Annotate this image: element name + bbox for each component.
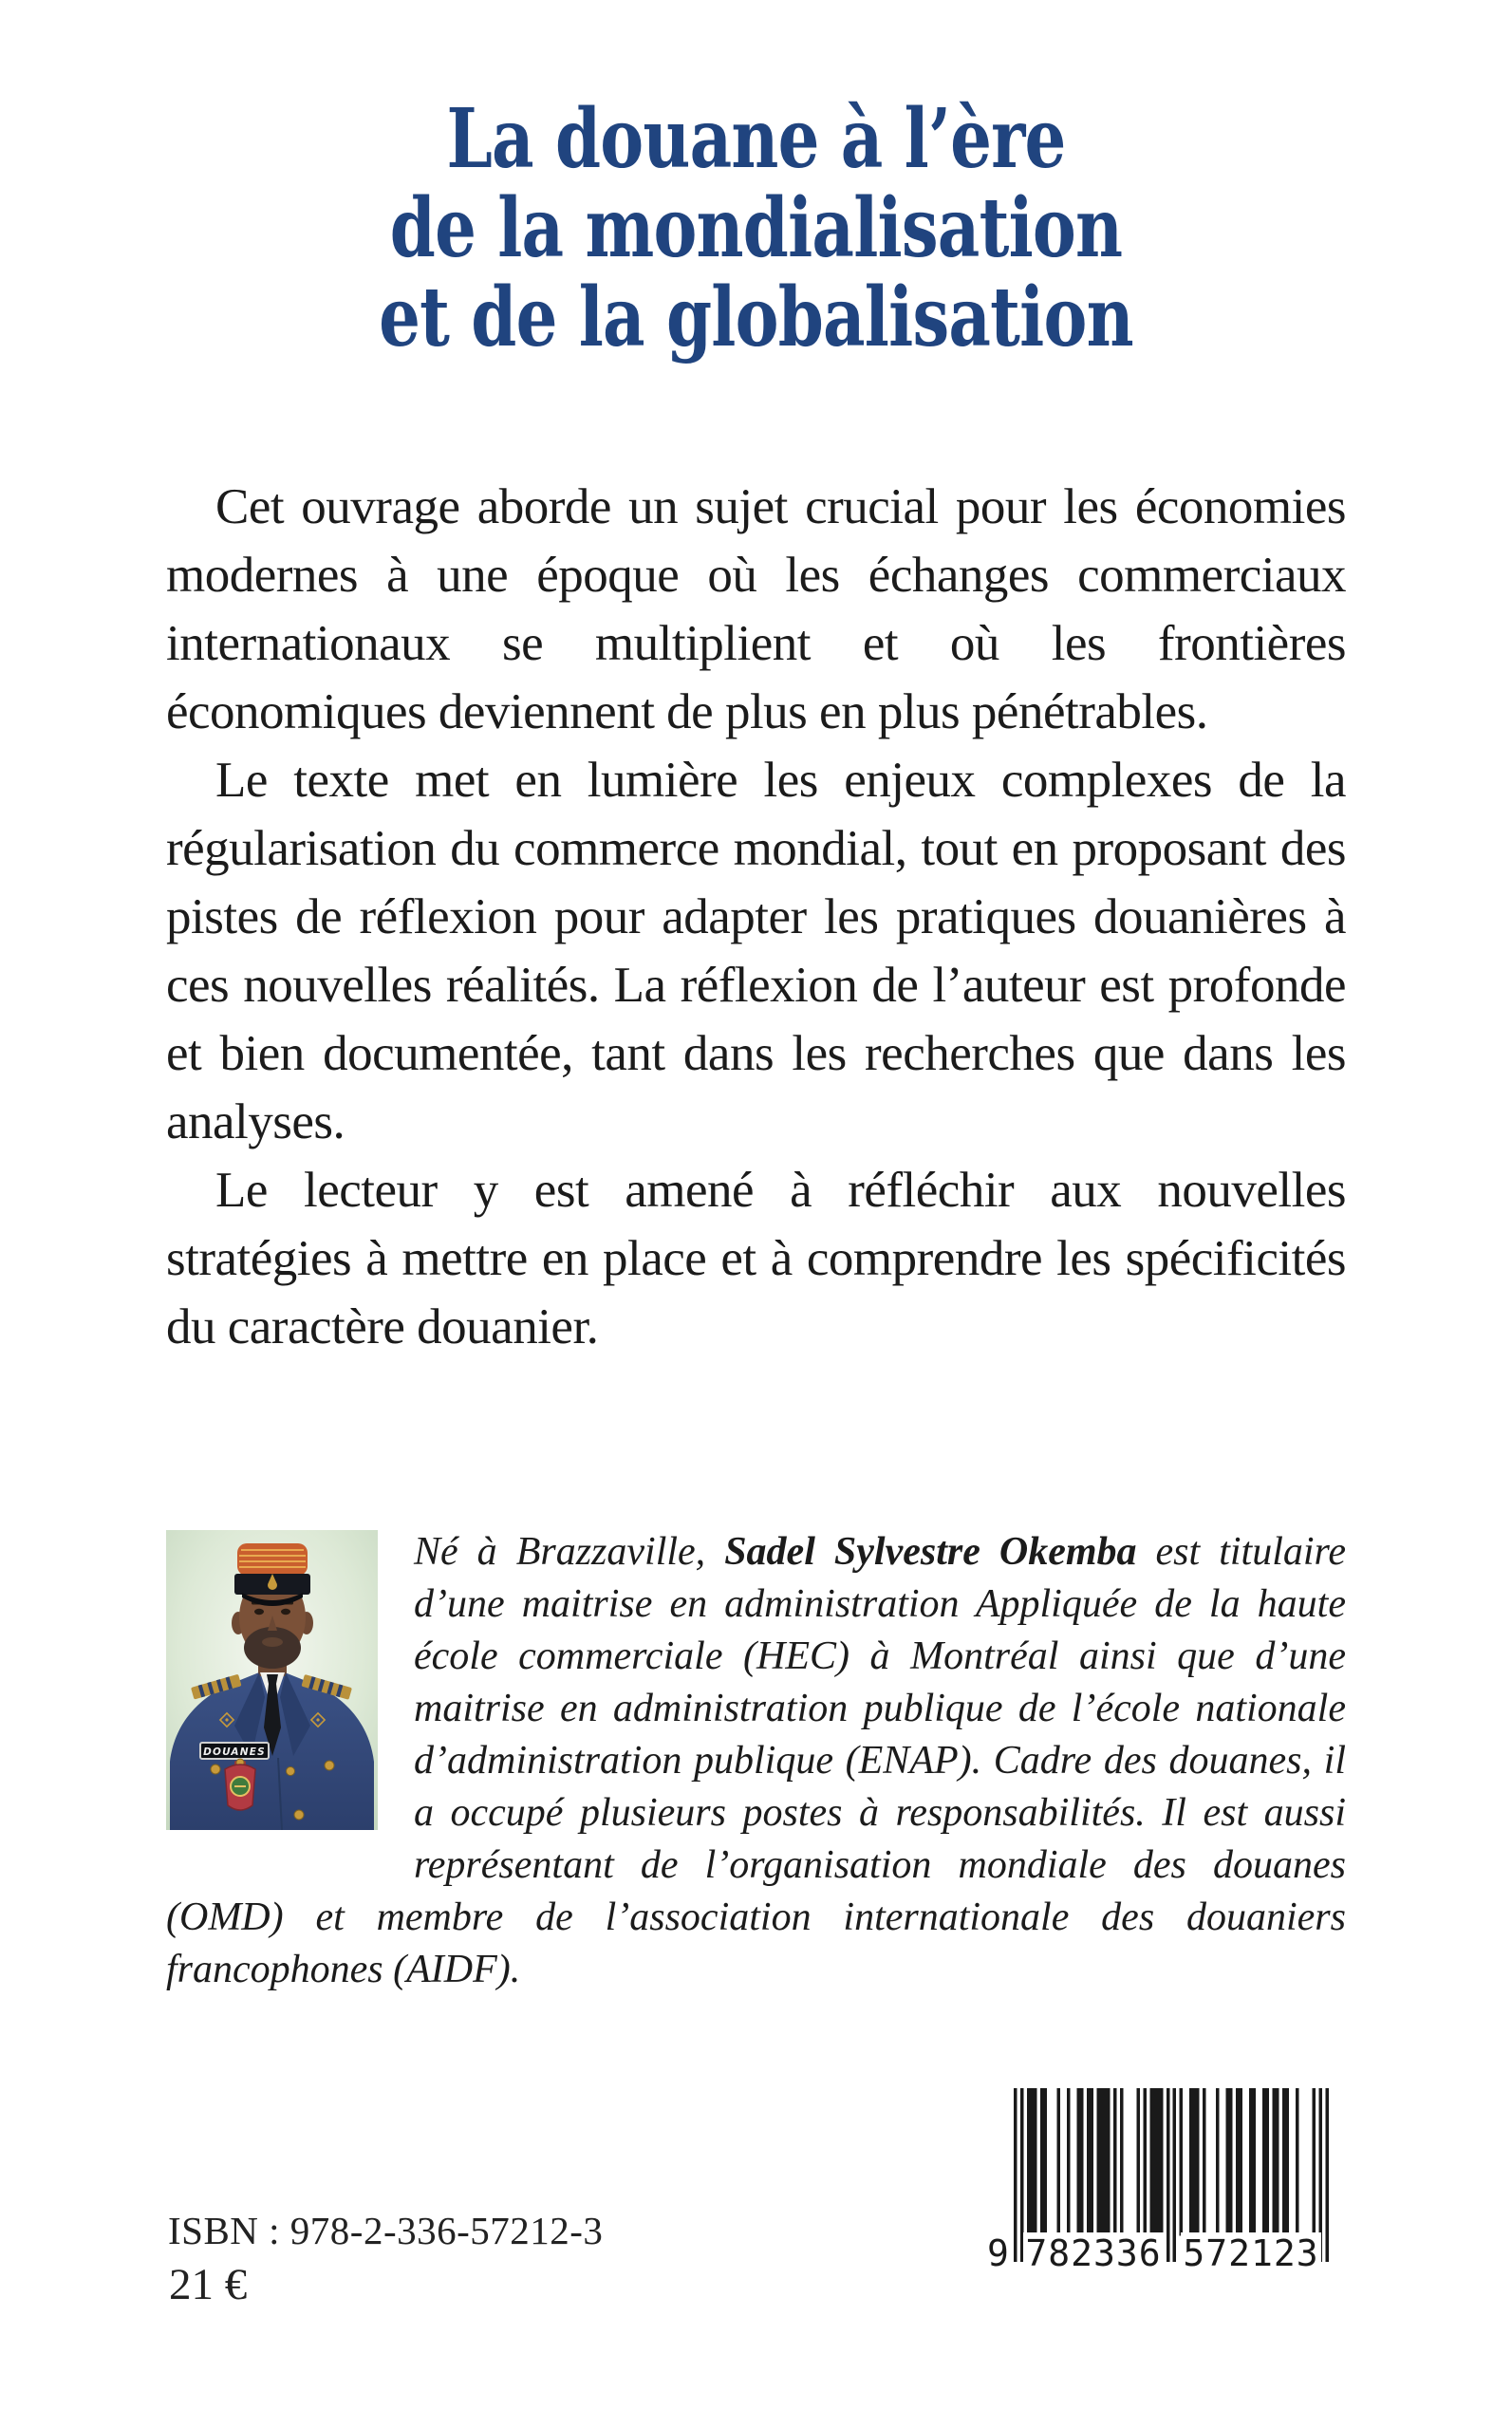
title-line-1: La douane à l’ère — [446, 91, 1066, 187]
right-eye — [281, 1609, 290, 1615]
author-bio-intro: Né à Brazzaville, — [414, 1530, 725, 1574]
barcode-digit-lead: 9 — [987, 2232, 1009, 2274]
left-eye — [254, 1609, 264, 1615]
synopsis-paragraph-3: Le lecteur y est amené à réfléchir aux nouvelles stratégies à mettre en place et à comprendre les spécificités du caractère douanier. — [166, 1163, 1346, 1354]
barcode-digits-group1: 782336 — [1023, 2232, 1164, 2274]
price-text: 21 € — [169, 2260, 248, 2309]
title-line-2: de la mondialisation — [389, 180, 1123, 276]
author-bio-rest: est titulaire d’une maitrise en administration Appliquée de la haute école commerciale (HEC) à Montréal ainsi que d’une maitrise en administration publique de l’école nationale d’administration publique (ENAP). Cadre des douanes, il a occupé plusieurs postes à responsabilités. Il est aussi représentant de l’organisation mondiale des douanes (OMD) et membre de l’association internationale des douaniers francophones (AIDF). — [166, 1530, 1346, 1991]
douanes-badge-label: DOUANES — [203, 1746, 266, 1758]
isbn-text: ISBN : 978-2-336-57212-3 — [168, 2209, 604, 2252]
uniform-fob-icon — [225, 1759, 255, 1810]
author-section — [166, 1526, 1346, 1996]
synopsis-paragraph-1: Cet ouvrage aborde un sujet crucial pour les économies modernes à une époque où les échanges commerciaux internationaux se multiplient et où les frontières économiques deviennent de plus en plus pénétrables. — [166, 479, 1346, 739]
author-photo — [166, 1530, 378, 1830]
barcode — [987, 2088, 1329, 2283]
author-name: Sadel Sylvestre Okemba — [724, 1530, 1137, 1574]
title-line-3: et de la globalisation — [379, 270, 1133, 365]
barcode-digits-group2: 572123 — [1181, 2232, 1321, 2274]
synopsis-paragraph-2: Le texte met en lumière les enjeux complexes de la régularisation du commerce mondial, tout en proposant des pistes de réflexion pour adapter les pratiques douanières à ces nouvelles réalités. La réflexion de l’auteur est profonde et bien documentée, tant dans les recherches que dans les analyses. — [166, 753, 1346, 1149]
book-title — [0, 91, 1512, 365]
synopsis — [166, 473, 1346, 1361]
beard — [244, 1627, 301, 1669]
cap-crown — [237, 1543, 308, 1576]
